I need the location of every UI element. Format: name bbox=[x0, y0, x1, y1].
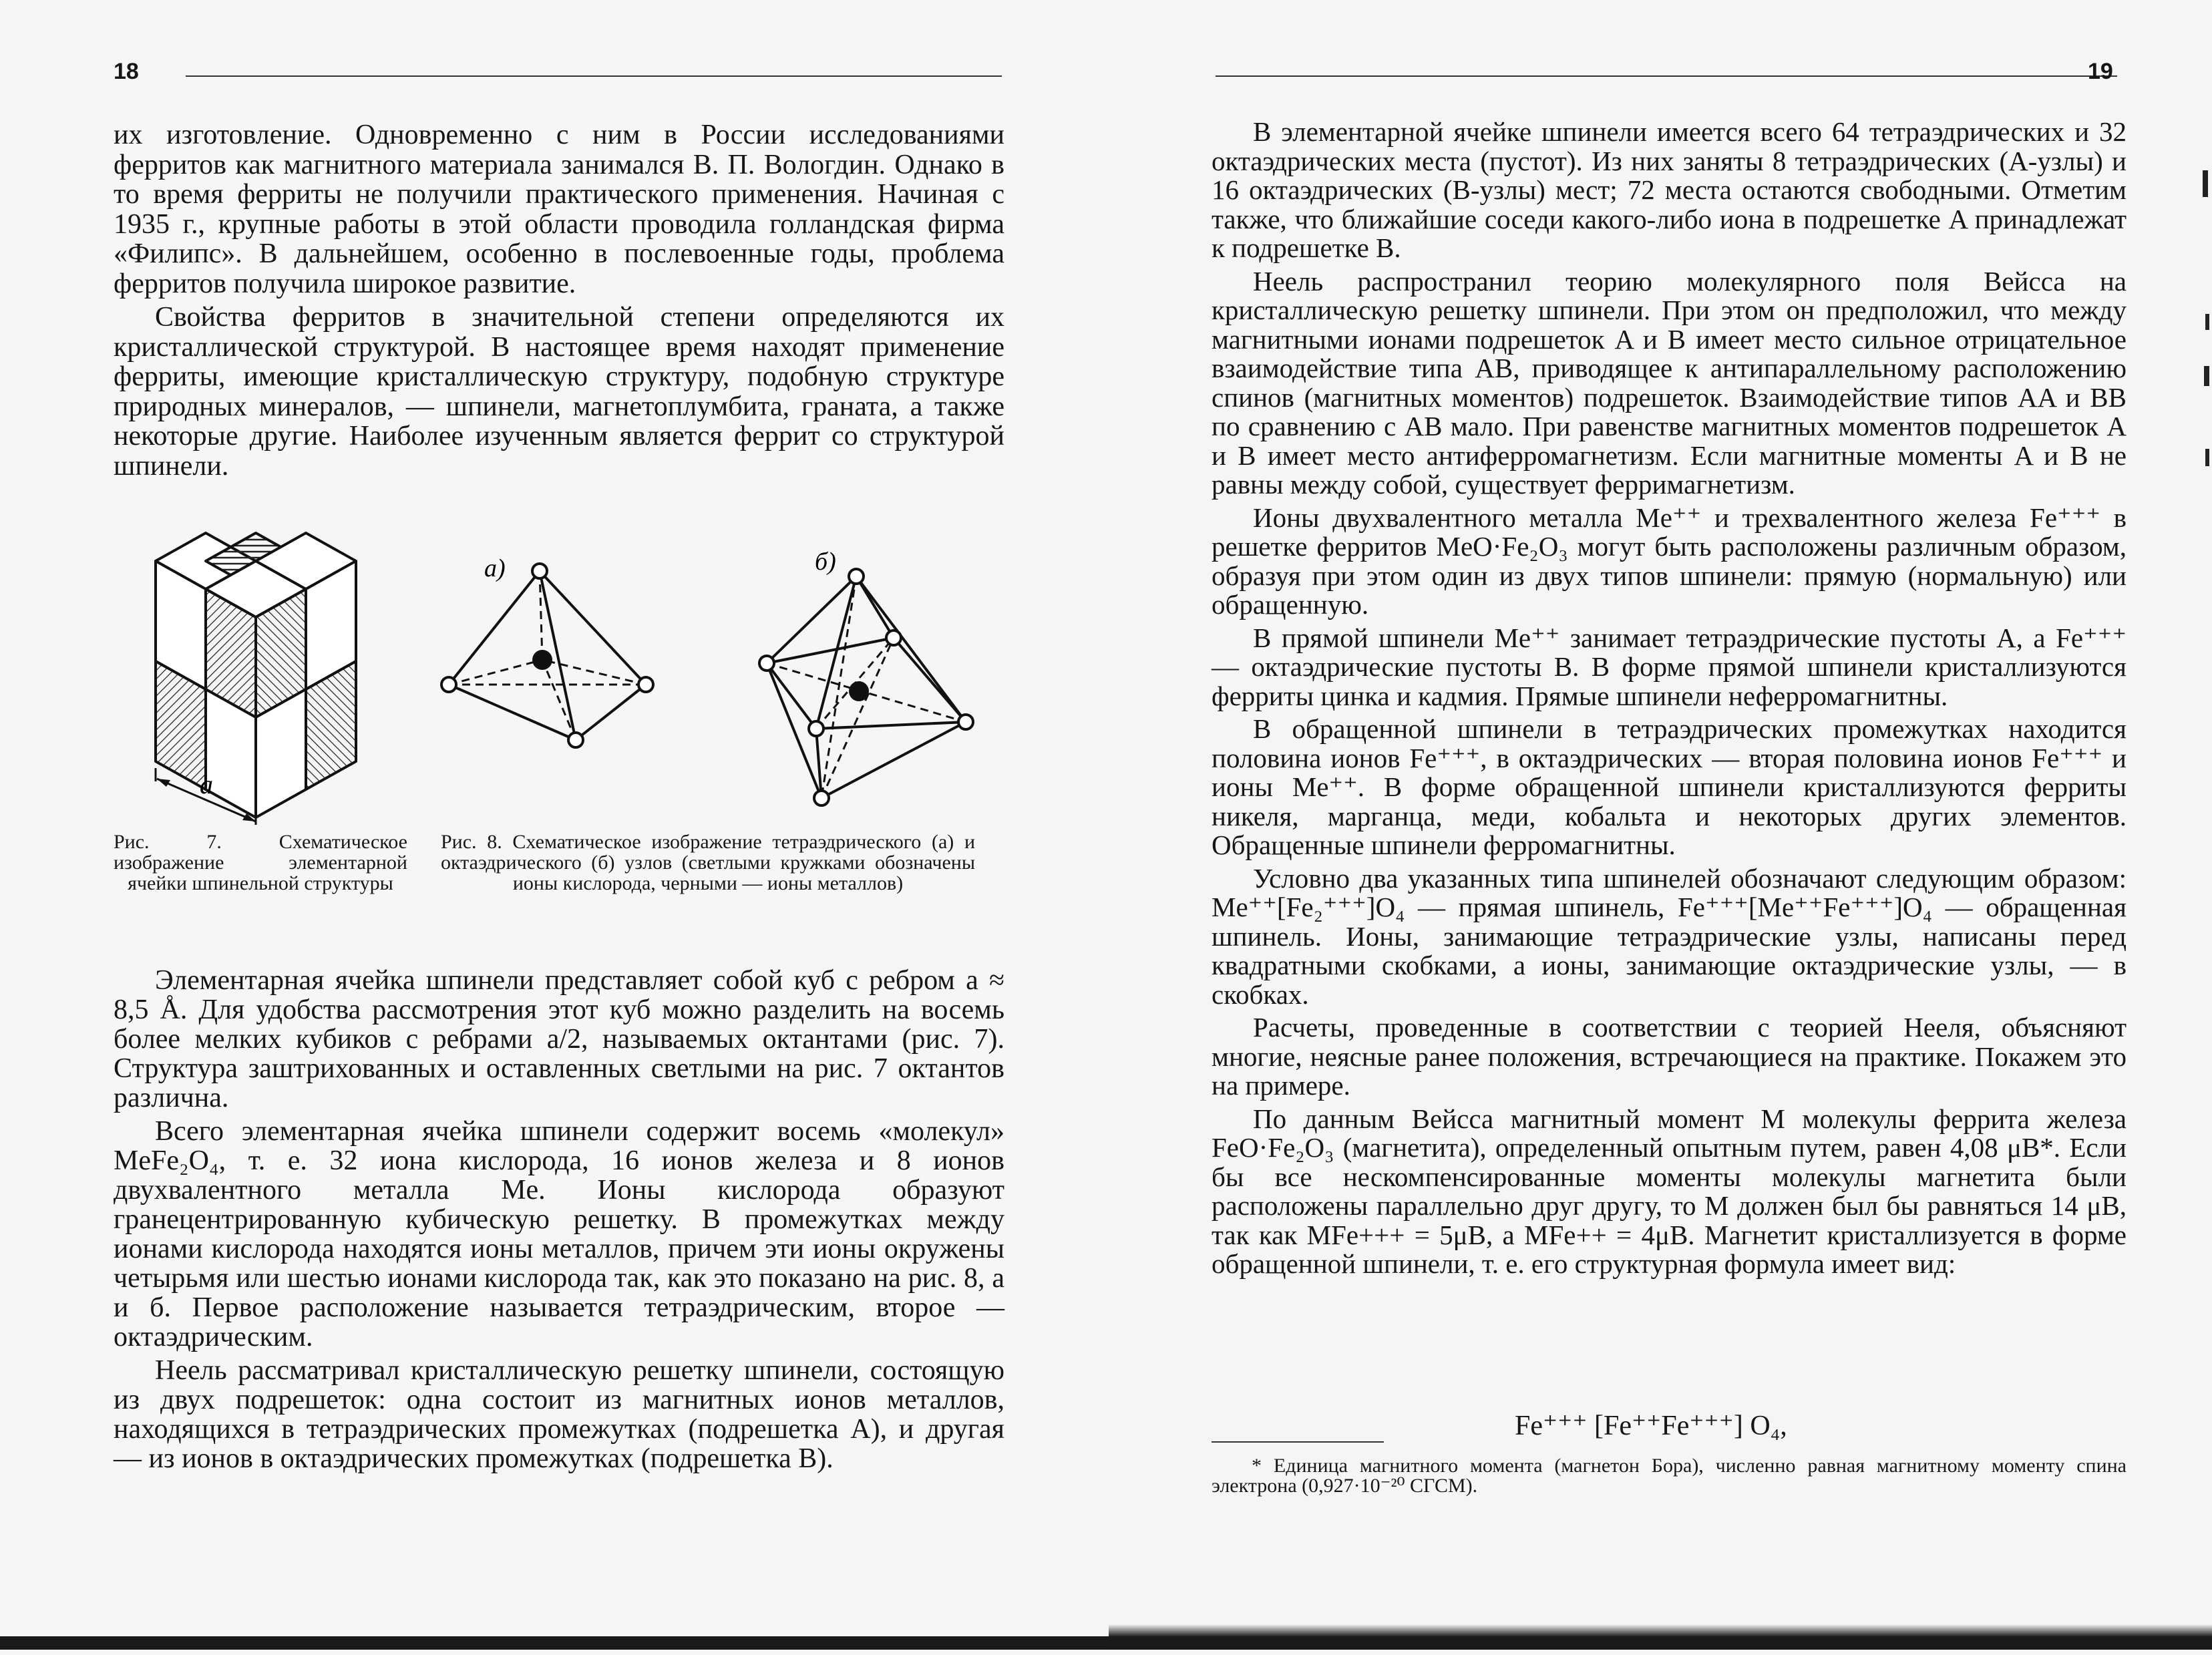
text-column bbox=[1212, 118, 2127, 1279]
scan-edge-mark bbox=[2205, 314, 2209, 330]
paragraph: Всего элементарная ячейка шпинели содержит восемь «молекул» MeFe₂O₄, т. е. 32 иона кислорода, 16 ионов железа и 8 ионов двухвалентного металла Me. Ионы кислорода образуют гранецентрированную кубическую решетку. В промежутках между ионами кислорода находятся ионы металлов, причем эти ионы окружены четырьмя или шестью ионами кислорода так, как это показано на рис. 8, а и б. Первое расположение называется тетраэдрическим, второе — октаэдрическим. bbox=[114, 1116, 1004, 1352]
scan-edge-mark bbox=[2203, 170, 2208, 197]
figure-8-sites bbox=[427, 544, 982, 811]
figure-7-cube bbox=[144, 521, 384, 828]
page-number: 18 bbox=[114, 59, 139, 84]
paragraph: В элементарной ячейке шпинели имеется всего 64 тетраэдрических и 32 октаэдрических места (пустот). Из них заняты 8 тетраэдрических (A-узлы) и 16 октаэдрических (B-узлы) мест; 72 места остаются свободными. Отметим также, что ближайшие соседи какого-либо иона в подрешетке A принадлежат к подрешетке B. bbox=[1212, 116, 2127, 263]
text-column-top bbox=[114, 120, 1004, 481]
scan-edge-mark bbox=[2204, 366, 2209, 386]
paragraph: Ионы двухвалентного металла Me⁺⁺ и трехвалентного железа Fe⁺⁺⁺ в решетке ферритов MeO·Fe₂O₃ могут быть расположены различным образом, образуя при этом один из двух типов шпинели: прямую (нормальную) или обращенную. bbox=[1212, 502, 2127, 620]
paragraph: Элементарная ячейка шпинели представляет собой куб с ребром a ≈ 8,5 Å. Для удобства рассмотрения этот куб можно разделить на восемь более мелких кубиков с ребрами a/2, называемых октантами (рис. 7). Структура заштрихованных и оставленных светлыми на рис. 7 октантов различна. bbox=[114, 965, 1004, 1113]
footnote: * Единица магнитного момента (магнетон Бора), численно равная магнитному моменту спина электрона (0,927·10⁻²⁰ СГСМ). bbox=[1212, 1455, 2127, 1497]
paragraph: В прямой шпинели Me⁺⁺ занимает тетраэдрические пустоты A, а Fe⁺⁺⁺ — октаэдрические пустоты B. В форме прямой шпинели кристаллизуются ферриты цинка и кадмия. Прямые шпинели неферромагнитны. bbox=[1212, 622, 2127, 711]
paragraph: Неель рассматривал кристаллическую решетку шпинели, состоящую из двух подрешеток: одна состоит из магнитных ионов металлов, находящихся в тетраэдрических промежутках (подрешетка A), и другая — из ионов в октаэдрических промежутках (подрешетка B). bbox=[114, 1355, 1004, 1474]
figure-8b-label: б) bbox=[815, 548, 836, 576]
scan-bottom-edge bbox=[0, 1636, 2212, 1650]
scan-shadow bbox=[1109, 1624, 2212, 1636]
paragraph: Расчеты, проведенные в соответствии с теорией Нееля, объясняют многие, неясные ранее положения, встречающиеся на практике. Покажем это на примере. bbox=[1212, 1012, 2127, 1101]
scan-edge-mark bbox=[2205, 449, 2209, 466]
page-number: 19 bbox=[2088, 59, 2113, 84]
paragraph: Условно два указанных типа шпинелей обозначают следующим образом: Me⁺⁺[Fe₂⁺⁺⁺]O₄ — прямая шпинель, Fe⁺⁺⁺[Me⁺⁺Fe⁺⁺⁺]O₄ — обращенная шпинель. Ионы, занимающие тетраэдрические узлы, написаны перед квадратными скобками, а ионы, занимающие октаэдрические узлы, — в скобках. bbox=[1212, 862, 2127, 1010]
paragraph: их изготовление. Одновременно с ним в России исследованиями ферритов как магнитного материала занимался В. П. Вологдин. Однако в то время ферриты не получили практического применения. Начиная с 1935 г., крупные работы в этой области проводила голландская фирма «Филипс». В дальнейшем, особенно в послевоенные годы, проблема ферритов получила широкое развитие. bbox=[114, 120, 1004, 299]
paragraph: По данным Вейсса магнитный момент M молекулы феррита железа FeO·Fe₂O₃ (магнетита), определенный опытным путем, равен 4,08 μB*. Если бы все нескомпенсированные моменты молекулы магнетита были расположены параллельно друг другу, то M должен был бы равняться 14 μB, так как MFe+++ = 5μB, а MFe++ = 4μB. Магнетит кристаллизуется в форме обращенной шпинели, т. е. его структурная формула имеет вид: bbox=[1212, 1103, 2127, 1279]
text-column-bottom bbox=[114, 966, 1004, 1473]
edge-label: a bbox=[200, 769, 213, 799]
right-page bbox=[1106, 0, 2212, 1655]
structural-formula: Fe⁺⁺⁺ [Fe⁺⁺Fe⁺⁺⁺] O₄, bbox=[1515, 1411, 1787, 1441]
figure-7-caption: Рис. 7. Схематическое изображение элементарной ячейки шпинельной структуры bbox=[114, 831, 407, 894]
figure-8-caption: Рис. 8. Схематическое изображение тетраэдрического (а) и октаэдрического (б) узлов (светлыми кружками обозначены ионы кислорода, черными — ионы металлов) bbox=[441, 831, 975, 894]
paragraph: Свойства ферритов в значительной степени определяются их кристаллической структурой. В настоящее время находят применение ферриты, имеющие кристаллическую структуру, подобную структуре природных минералов, — шпинели, магнетоплумбита, граната, а также некоторые другие. Наиболее изученным является феррит со структурой шпинели. bbox=[114, 302, 1004, 482]
paragraph: В обращенной шпинели в тетраэдрических промежутках находится половина ионов Fe⁺⁺⁺, в октаэдрических — вторая половина ионов Fe⁺⁺⁺ и ионы Me⁺⁺. В форме обращенной шпинели кристаллизуются ферриты никеля, марганца, меди, кобальта и некоторых других элементов. Обращенные шпинели ферромагнитны. bbox=[1212, 713, 2127, 860]
figure-8a-label: а) bbox=[484, 554, 506, 582]
paragraph: Неель распространил теорию молекулярного поля Вейсса на кристаллическую решетку шпинели. При этом он предположил, что между магнитными ионами подрешеток A и B имеет место сильное отрицательное взаимодействие типа AB, приводящее к антипараллельному расположению спинов (магнитных моментов) подрешеток. Взаимодействие типов AA и BB по сравнению с AB мало. При равенстве магнитных моментов подрешеток A и B имеет место антиферромагнетизм. Если магнитные моменты A и B не равны между собой, существует ферримагнетизм. bbox=[1212, 265, 2127, 500]
footnote-rule bbox=[1212, 1441, 1384, 1443]
header-rule bbox=[186, 75, 1002, 77]
header-rule bbox=[1216, 75, 2117, 77]
